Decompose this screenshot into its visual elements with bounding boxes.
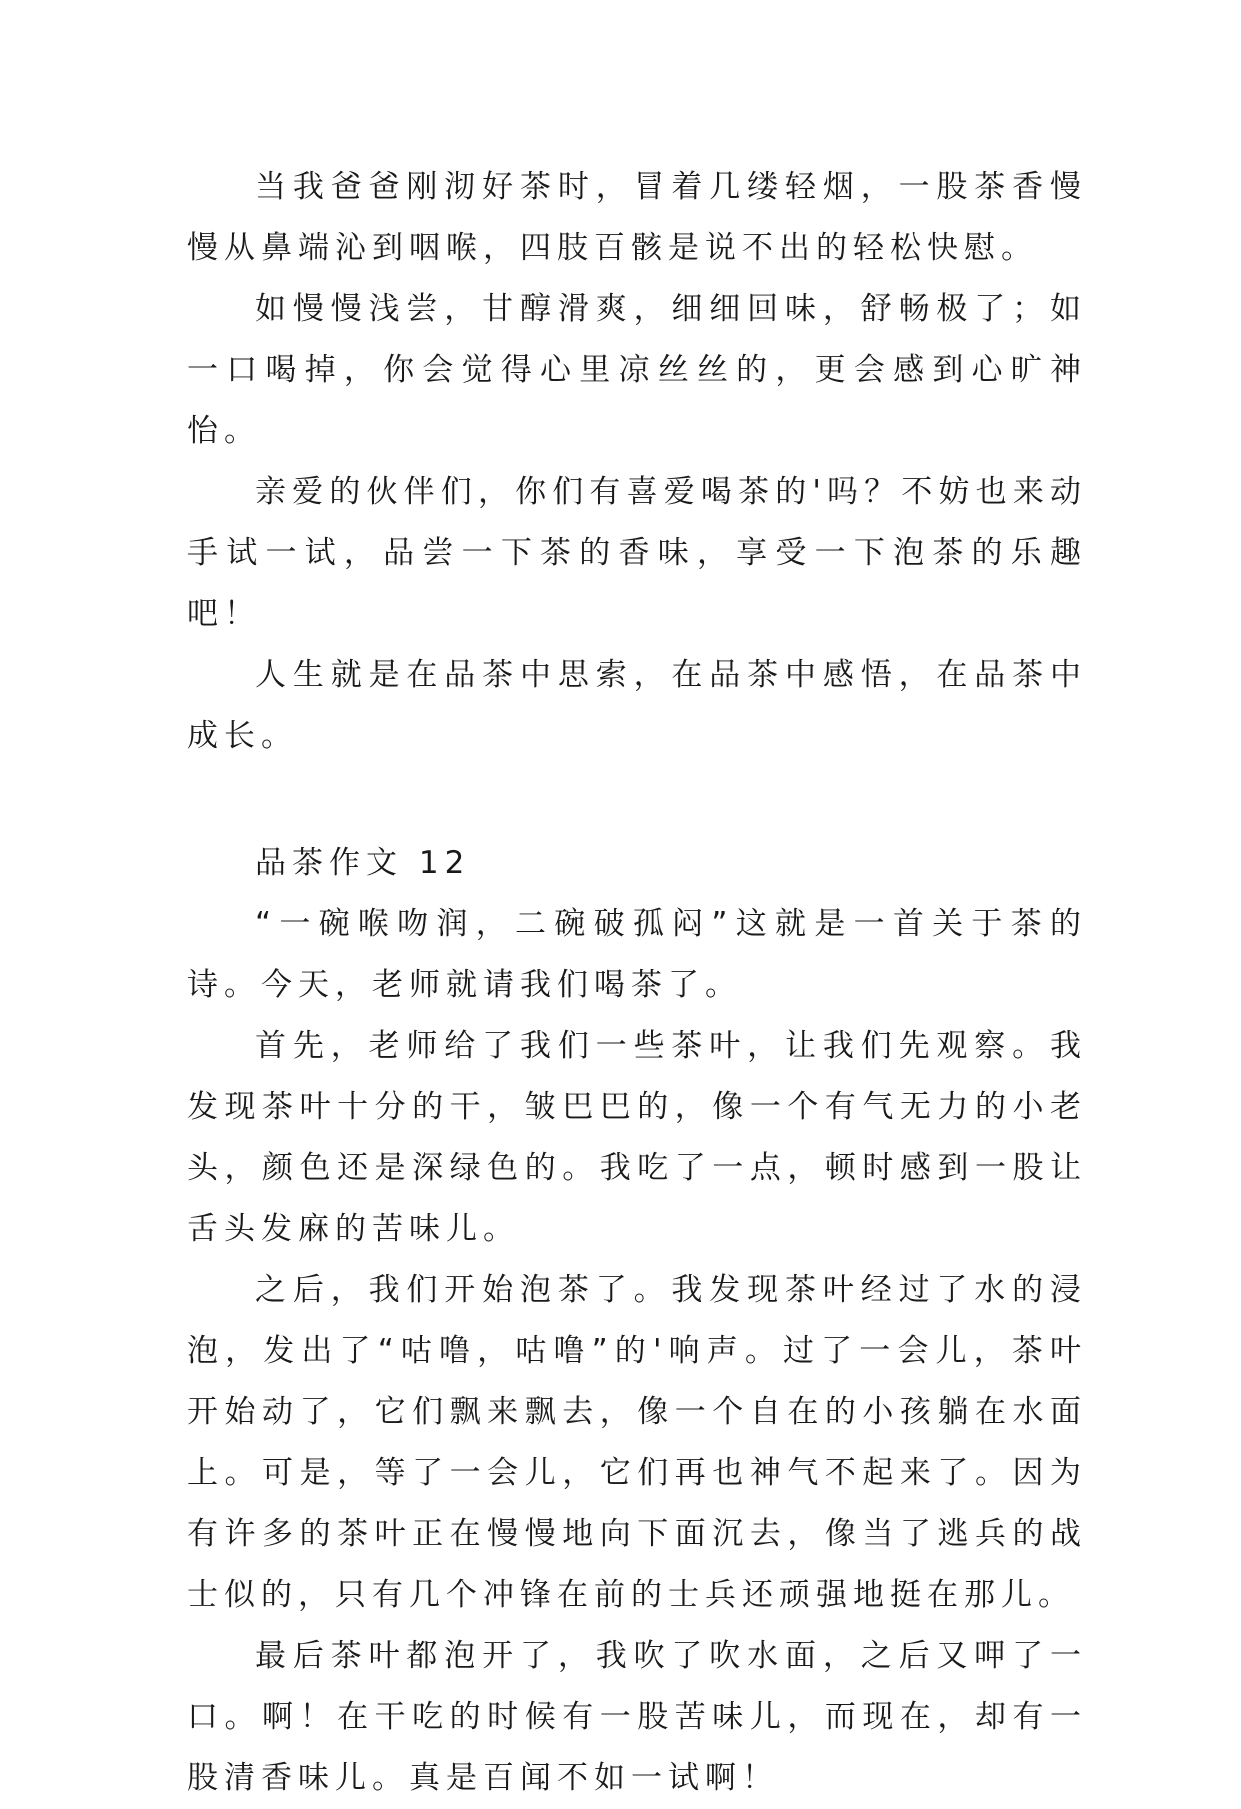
paragraph: 人生就是在品茶中思索，在品茶中感悟，在品茶中成长。 [187, 657, 1087, 754]
paragraph: 首先，老师给了我们一些茶叶，让我们先观察。我发现茶叶十分的干，皱巴巴的，像一个有气无力的小老头，颜色还是深绿色的。我吃了一点，顿时感到一股让舌头发麻的苦味儿。 [187, 1028, 1087, 1247]
paragraph: 如慢慢浅尝，甘醇滑爽，细细回味，舒畅极了；如一口喝掉，你会觉得心里凉丝丝的，更会感到心旷神怡。 [187, 291, 1087, 449]
section-gap [187, 767, 1087, 833]
essay-body [187, 157, 1087, 1809]
paragraph: “一碗喉吻润，二碗破孤闷”这就是一首关于茶的诗。今天，老师就请我们喝茶了。 [187, 906, 1087, 1003]
essay-heading: 品茶作文 12 [255, 845, 471, 881]
paragraph: 之后，我们开始泡茶了。我发现茶叶经过了水的浸泡，发出了“咕噜，咕噜”的'响声。过了一会儿，茶叶开始动了，它们飘来飘去，像一个自在的小孩躺在水面上。可是，等了一会儿，它们再也神气不起来了。因为有许多的茶叶正在慢慢地向下面沉去，像当了逃兵的战士似的，只有几个冲锋在前的士兵还顽强地挺在那儿。 [187, 1272, 1087, 1613]
paragraph: 亲爱的伙伴们，你们有喜爱喝茶的'吗？不妨也来动手试一试，品尝一下茶的香味，享受一下泡茶的乐趣吧！ [187, 474, 1087, 632]
paragraph: 最后茶叶都泡开了，我吹了吹水面，之后又呷了一口。啊！在干吃的时候有一股苦味儿，而现在，却有一股清香味儿。真是百闻不如一试啊！ [187, 1638, 1087, 1796]
paragraph: 当我爸爸刚沏好茶时，冒着几缕轻烟，一股茶香慢慢从鼻端沁到咽喉，四肢百骸是说不出的轻松快慰。 [187, 169, 1087, 266]
